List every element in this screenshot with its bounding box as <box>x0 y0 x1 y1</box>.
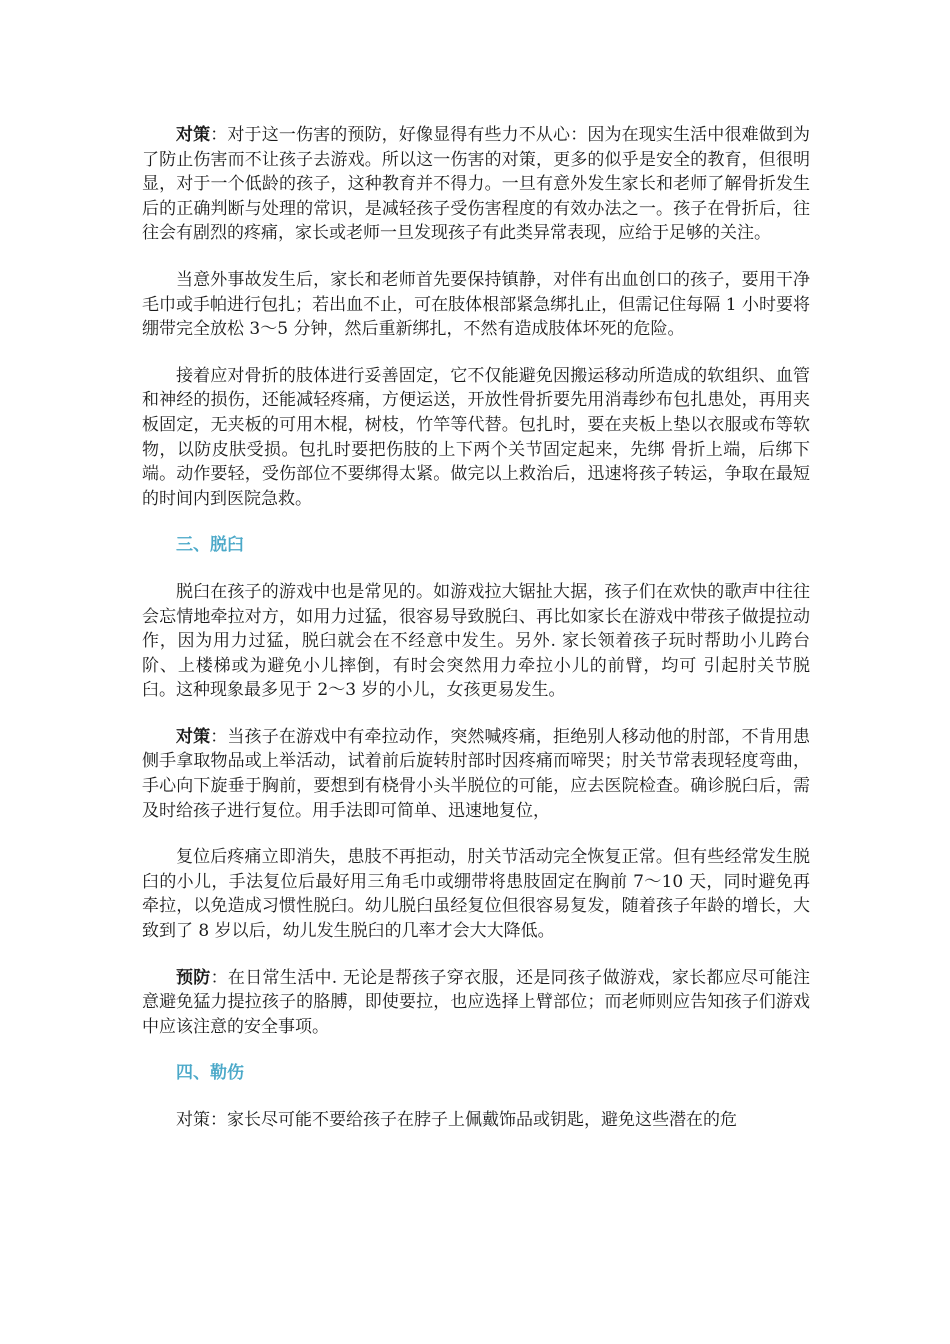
paragraph-text: 脱臼在孩子的游戏中也是常见的。如游戏拉大锯扯大据，孩子们在欢快的歌声中往往会忘情地牵拉对方，如用力过猛，很容易导致脱臼、再比如家长在游戏中带孩子做提拉动作，因为用力过猛，脱臼就会在不经意中发生。另外. 家长领着孩子玩时帮助小儿跨台阶、上楼梯或为避免小儿摔倒，有时会突然用力牵拉小儿的前臂，均可 引起肘关节脱臼。这种现象最多见于 2～3 岁的小儿，女孩更易发生。 <box>142 581 810 701</box>
paragraph-text: 复位后疼痛立即消失，患肢不再拒动，肘关节活动完全恢复正常。但有些经常发生脱臼的小儿，手法复位后最好用三角毛巾或绷带将患肢固定在胸前 7～10 天，同时避免再牵拉，以免造成习惯性脱臼。幼儿脱臼虽经复位但很容易复发，随着孩子年龄的增长，大致到了 8 岁以后，幼儿发生脱臼的几率才会大大降低。 <box>142 847 810 942</box>
strategy-label: 对策 <box>176 726 211 747</box>
paragraph-after-reduction <box>142 845 810 943</box>
paragraph-text: 对策：家长尽可能不要给孩子在脖子上佩戴饰品或钥匙，避免这些潜在的危 <box>176 1110 737 1130</box>
paragraph-fracture-fixation <box>142 364 810 512</box>
section-heading-dislocation: 三、脱臼 <box>176 535 244 556</box>
paragraph-dislocation-strategy <box>142 725 810 823</box>
paragraph-strangulation-strategy <box>142 1108 810 1133</box>
paragraph-text: ：对于这一伤害的预防，好像显得有些力不从心：因为在现实生活中很难做到为了防止伤害而不让孩子去游戏。所以这一伤害的对策，更多的似乎是安全的教育，但很明显，对于一个低龄的孩子，这种教育并不得力。一旦有意外发生家长和老师了解骨折发生后的正确判断与处理的常识，是减轻孩子受伤害程度的有效办法之一。孩子在骨折后，往往会有剧烈的疼痛，家长或老师一旦发现孩子有此类异常表现，应给于足够的关注。 <box>142 125 811 244</box>
paragraph-text: ：当孩子在游戏中有牵拉动作，突然喊疼痛，拒绝别人移动他的肘部，不肯用患侧手拿取物品或上举活动，试着前后旋转肘部时因疼痛而啼哭；肘关节常表现轻度弯曲，手心向下旋垂于胸前，要想到有桡骨小头半脱位的可能，应去医院检查。确诊脱臼后，需及时给孩子进行复位。用手法即可简单、迅速地复位， <box>142 726 811 821</box>
paragraph-fracture-strategy <box>142 123 810 246</box>
paragraph-dislocation-intro <box>142 580 810 703</box>
prevention-label: 预防 <box>176 967 211 988</box>
section-heading-strangulation: 四、勒伤 <box>176 1063 244 1084</box>
paragraph-bleeding-first-aid <box>142 268 810 342</box>
paragraph-dislocation-prevention <box>142 966 810 1040</box>
paragraph-text: 当意外事故发生后，家长和老师首先要保持镇静，对伴有出血创口的孩子，要用干净毛巾或手帕进行包扎；若出血不止，可在肢体根部紧急绑扎止，但需记住每隔 1 小时要将绷带完全放松 3～5 分钟，然后重新绑扎，不然有造成肢体坏死的危险。 <box>142 269 810 340</box>
paragraph-text: 接着应对骨折的肢体进行妥善固定，它不仅能避免因搬运移动所造成的软组织、血管和神经的损伤，还能减轻疼痛，方便运送，开放性骨折要先用消毒纱布包扎患处，再用夹板固定，无夹板的可用木棍，树枝，竹竿等代替。包扎时，要在夹板上垫以衣服或布等软物，以防皮肤受损。包扎时要把伤肢的上下两个关节固定起来，先绑 骨折上端，后绑下端。动作要轻，受伤部位不要绑得太紧。做完以上救治后，迅速将孩子转运，争取在最短的时间内到医院急救。 <box>142 365 810 509</box>
strategy-label: 对策 <box>176 125 211 145</box>
paragraph-text: ：在日常生活中. 无论是帮孩子穿衣服，还是同孩子做游戏，家长都应尽可能注意避免猛力提拉孩子的胳膊，即使要拉，也应选择上臂部位；而老师则应告知孩子们游戏中应该注意的安全事项。 <box>142 967 810 1037</box>
